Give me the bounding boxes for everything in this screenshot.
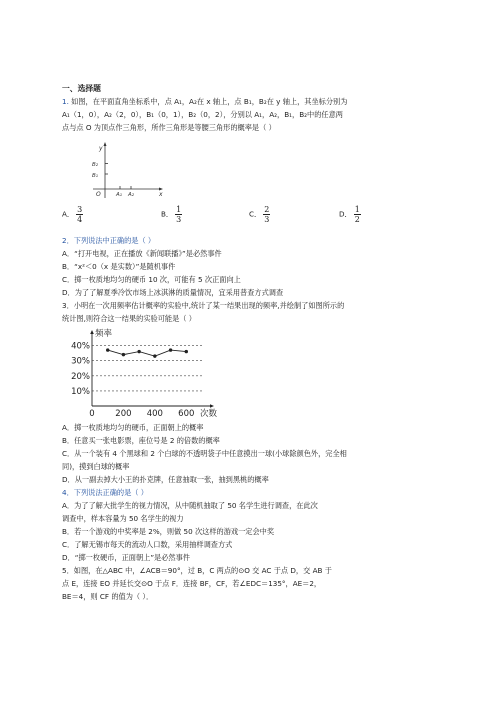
data-point bbox=[185, 350, 188, 353]
question-1-line-2: A₁（1，0），A₂（2，0），B₁（0，1），B₂（0，2），分别以 A₁，A₂，B₁，B₂中的任意两 bbox=[62, 110, 343, 119]
question-3-line-1: 3．小明在一次用频率估计概率的实验中,统计了某一结果出现的频率,并绘制了如图所示的 bbox=[62, 301, 345, 310]
option-label: D． bbox=[339, 209, 352, 219]
x-axis-title: 次数 bbox=[200, 409, 218, 419]
x-tick-label: 400 bbox=[146, 409, 163, 419]
numerator: 1 bbox=[354, 205, 360, 214]
numerator: 1 bbox=[176, 205, 182, 214]
section-heading: 一、选择题 bbox=[62, 84, 101, 93]
question-3-line-2: 统计图,则符合这一结果的实验可能是（ ） bbox=[62, 314, 196, 323]
question-3-option-c-line-1[interactable]: C．从一个装有 4 个黑球和 2 个白球的不透明袋子中任意摸出一球(小球除颜色外，完全相 bbox=[62, 449, 347, 458]
question-5-line-2: 点 E，连接 EO 并延长交⊙O 于点 F．连接 BF，CF，若∠EDC＝135°，AE＝2， bbox=[62, 579, 322, 588]
denominator: 3 bbox=[264, 215, 270, 224]
option-d[interactable] bbox=[339, 205, 361, 224]
option-a[interactable] bbox=[62, 205, 83, 224]
x-axis-label: x bbox=[159, 191, 163, 198]
y-tick-label: 10% bbox=[71, 386, 90, 397]
data-point bbox=[122, 353, 125, 356]
option-label: A． bbox=[62, 209, 75, 219]
question-4-option-a-line-1[interactable]: A．为了了解大批学生的视力情况，从中随机抽取了 50 名学生进行调查，在此次 bbox=[62, 501, 318, 510]
denominator: 3 bbox=[176, 215, 182, 224]
point-a1-label: A₁ bbox=[116, 192, 122, 198]
question-4-option-d[interactable]: D．“掷一枚硬币，正面朝上”是必然事件 bbox=[62, 553, 190, 562]
point-b2-label: B₂ bbox=[92, 162, 98, 168]
question-1-line-3: 点与点 O 为顶点作三角形，所作三角形是等腰三角形的概率是（ ） bbox=[62, 123, 276, 132]
question-4-option-b[interactable]: B．若一个游戏的中奖率是 2%，则做 50 次这样的游戏一定会中奖 bbox=[62, 527, 275, 536]
question-3-option-d[interactable]: D．从一副去掉大小王的扑克牌，任意抽取一张，抽到黑桃的概率 bbox=[62, 475, 269, 484]
question-3-option-a[interactable]: A．掷一枚质地均匀的硬币，正面朝上的概率 bbox=[62, 423, 204, 432]
frequency-chart bbox=[62, 328, 222, 420]
y-tick-label: 30% bbox=[71, 356, 90, 367]
y-axis-arrow bbox=[90, 330, 94, 334]
x-axis-arrow bbox=[210, 404, 214, 408]
point-a2-label: A₂ bbox=[128, 192, 134, 198]
y-axis-label: y bbox=[99, 145, 103, 152]
option-b[interactable] bbox=[161, 205, 182, 224]
question-2-option-a[interactable]: A．“打开电视，正在播放《新闻联播》”是必然事件 bbox=[62, 249, 222, 258]
question-4-stem: 4．下列说法正确的是（ ） bbox=[62, 488, 148, 497]
y-axis-title: 频率 bbox=[95, 329, 113, 339]
question-2-option-d[interactable]: D．为了了解夏季冷饮市场上冰淇淋的质量情况，宜采用普查方式调查 bbox=[62, 288, 284, 297]
option-label: C． bbox=[249, 209, 262, 219]
origin-label: O bbox=[96, 191, 101, 198]
point-b1-label: B₁ bbox=[92, 173, 98, 179]
x-tick-label: 600 bbox=[178, 409, 195, 419]
data-point bbox=[106, 348, 109, 351]
question-4-option-c[interactable]: C．了解无锡市每天的流动人口数，采用抽样调查方式 bbox=[62, 540, 233, 549]
question-text: 如图，在平面直角坐标系中，点 A₁，A₂在 x 轴上，点 B₁，B₂在 y 轴上，其坐标分别为 bbox=[71, 97, 348, 106]
x-tick-label: 0 bbox=[89, 409, 95, 419]
numerator: 3 bbox=[77, 205, 83, 214]
question-2-option-b[interactable]: B．“x²＜0（x 是实数）”是随机事件 bbox=[62, 262, 176, 271]
question-5-line-1: 5．如图，在△ABC 中，∠ACB＝90°，过 B，C 两点的⊙O 交 AC 于点 D，交 AB 于 bbox=[62, 566, 332, 575]
data-point bbox=[137, 350, 140, 353]
question-5-line-3: BE＝4，则 CF 的值为（ ）． bbox=[62, 592, 154, 601]
series-line bbox=[108, 350, 187, 356]
fraction bbox=[76, 205, 83, 224]
y-tick-label: 20% bbox=[71, 371, 90, 382]
question-3-option-b[interactable]: B．任意买一张电影票，座位号是 2 的倍数的概率 bbox=[62, 436, 220, 445]
option-c[interactable] bbox=[249, 205, 270, 224]
fraction bbox=[354, 205, 361, 224]
question-1-line-1 bbox=[62, 97, 347, 107]
coordinate-figure bbox=[85, 140, 165, 198]
question-3-option-c-line-2[interactable]: 同)，摸到白球的概率 bbox=[62, 462, 130, 471]
x-tick-label: 200 bbox=[115, 409, 132, 419]
data-point bbox=[169, 348, 172, 351]
denominator: 4 bbox=[77, 215, 83, 224]
y-tick-label: 40% bbox=[71, 341, 90, 352]
y-axis-arrow bbox=[104, 142, 107, 146]
fraction bbox=[175, 205, 182, 224]
question-2-stem: 2．下列说法中正确的是（ ） bbox=[62, 236, 156, 245]
numerator: 2 bbox=[264, 205, 270, 214]
option-label: B． bbox=[161, 209, 174, 219]
question-4-option-a-line-2[interactable]: 调查中，样本容量为 50 名学生的视力 bbox=[62, 514, 184, 523]
fraction bbox=[263, 205, 270, 224]
question-2-option-c[interactable]: C．掷一枚质地均匀的硬币 10 次，可能有 5 次正面向上 bbox=[62, 275, 241, 284]
question-number: 1. bbox=[62, 97, 69, 106]
denominator: 2 bbox=[354, 215, 360, 224]
data-point bbox=[153, 354, 156, 357]
